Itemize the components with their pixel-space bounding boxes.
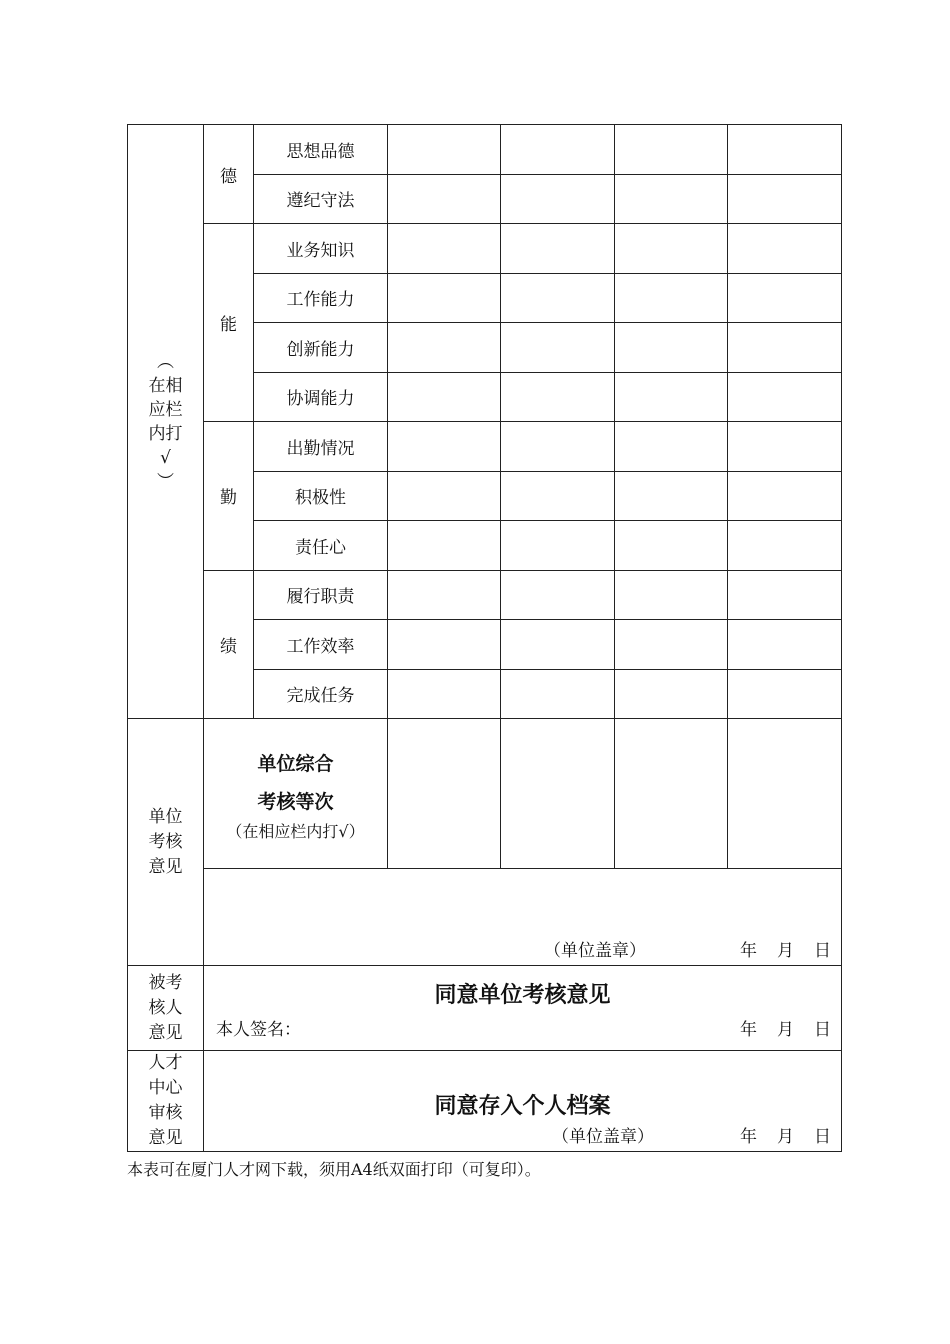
unit-stamp-label: （单位盖章）	[544, 941, 646, 961]
category-label: 能	[204, 224, 254, 422]
grade-title-2: 考核等次	[257, 790, 334, 813]
rating-cell-4[interactable]	[728, 471, 842, 521]
examinee-date: 年 月 日	[740, 1020, 831, 1040]
rating-cell-4[interactable]	[728, 174, 842, 224]
category-label: 德	[204, 125, 254, 224]
grade-note: （在相应栏内打√）	[226, 821, 365, 841]
rating-cell-2[interactable]	[501, 125, 615, 175]
criterion-label: 工作能力	[254, 273, 388, 323]
criterion-label: 遵纪守法	[254, 174, 388, 224]
rating-cell-4[interactable]	[728, 422, 842, 472]
talent-center-area[interactable]	[204, 1051, 842, 1152]
rating-cell-1[interactable]	[388, 471, 501, 521]
rating-cell-4[interactable]	[728, 273, 842, 323]
rating-cell-4[interactable]	[728, 570, 842, 620]
rating-cell-1[interactable]	[388, 372, 501, 422]
grade-cell-4[interactable]	[728, 719, 842, 869]
criterion-label: 积极性	[254, 471, 388, 521]
rating-cell-3[interactable]	[615, 471, 728, 521]
rating-cell-2[interactable]	[501, 224, 615, 274]
rating-cell-1[interactable]	[388, 323, 501, 373]
rating-cell-3[interactable]	[615, 323, 728, 373]
rating-cell-4[interactable]	[728, 620, 842, 670]
criterion-label: 业务知识	[254, 224, 388, 274]
grade-cell-2[interactable]	[501, 719, 615, 869]
rating-cell-2[interactable]	[501, 669, 615, 719]
rating-cell-3[interactable]	[615, 273, 728, 323]
rating-cell-2[interactable]	[501, 422, 615, 472]
examinee-statement: 同意单位考核意见	[434, 982, 611, 1008]
rating-cell-3[interactable]	[615, 174, 728, 224]
footnote: 本表可在厦门人才网下载，须用A4纸双面打印（可复印）。	[127, 1160, 541, 1179]
criterion-label: 思想品德	[254, 125, 388, 175]
criteria-row	[128, 422, 842, 472]
rating-cell-3[interactable]	[615, 224, 728, 274]
unit-opinion-signature-area[interactable]	[204, 869, 842, 966]
criteria-row	[128, 570, 842, 620]
criterion-label: 完成任务	[254, 669, 388, 719]
criterion-label: 创新能力	[254, 323, 388, 373]
grade-cell-3[interactable]	[615, 719, 728, 869]
check-instruction-label: ︵ 在相 应栏 内打 √ ︶	[128, 125, 204, 719]
talent-center-statement: 同意存入个人档案	[434, 1093, 611, 1119]
grade-cell-1[interactable]	[388, 719, 501, 869]
criterion-label: 责任心	[254, 521, 388, 571]
criterion-label: 协调能力	[254, 372, 388, 422]
unit-opinion-label: 单位 考核 意见	[128, 719, 204, 966]
rating-cell-1[interactable]	[388, 521, 501, 571]
talent-stamp-label: （单位盖章）	[552, 1127, 654, 1147]
rating-cell-1[interactable]	[388, 422, 501, 472]
category-label: 勤	[204, 422, 254, 571]
signature-label: 本人签名：	[216, 1020, 301, 1040]
rating-cell-2[interactable]	[501, 471, 615, 521]
rating-cell-1[interactable]	[388, 273, 501, 323]
rating-cell-4[interactable]	[728, 125, 842, 175]
grade-title-1: 单位综合	[257, 752, 334, 775]
unit-grade-header	[204, 719, 388, 869]
rating-cell-4[interactable]	[728, 372, 842, 422]
rating-cell-1[interactable]	[388, 125, 501, 175]
rating-cell-4[interactable]	[728, 224, 842, 274]
criteria-row	[128, 224, 842, 274]
rating-cell-2[interactable]	[501, 620, 615, 670]
examinee-opinion-area[interactable]	[204, 966, 842, 1051]
rating-cell-4[interactable]	[728, 323, 842, 373]
talent-center-label: 人才 中心 审核 意见	[128, 1051, 204, 1152]
examinee-opinion-label: 被考 核人 意见	[128, 966, 204, 1051]
rating-cell-2[interactable]	[501, 521, 615, 571]
rating-cell-1[interactable]	[388, 224, 501, 274]
rating-cell-3[interactable]	[615, 125, 728, 175]
criterion-label: 履行职责	[254, 570, 388, 620]
assessment-form-table	[127, 124, 842, 1152]
rating-cell-2[interactable]	[501, 174, 615, 224]
rating-cell-3[interactable]	[615, 521, 728, 571]
rating-cell-1[interactable]	[388, 570, 501, 620]
talent-center-date: 年 月 日	[740, 1127, 831, 1147]
rating-cell-3[interactable]	[615, 422, 728, 472]
rating-cell-2[interactable]	[501, 570, 615, 620]
rating-cell-3[interactable]	[615, 372, 728, 422]
criterion-label: 出勤情况	[254, 422, 388, 472]
rating-cell-2[interactable]	[501, 273, 615, 323]
rating-cell-4[interactable]	[728, 521, 842, 571]
rating-cell-2[interactable]	[501, 372, 615, 422]
rating-cell-3[interactable]	[615, 570, 728, 620]
rating-cell-1[interactable]	[388, 620, 501, 670]
criteria-row	[128, 125, 842, 175]
rating-cell-4[interactable]	[728, 669, 842, 719]
unit-date: 年 月 日	[740, 941, 831, 961]
criterion-label: 工作效率	[254, 620, 388, 670]
rating-cell-1[interactable]	[388, 174, 501, 224]
category-label: 绩	[204, 570, 254, 719]
rating-cell-3[interactable]	[615, 620, 728, 670]
rating-cell-1[interactable]	[388, 669, 501, 719]
rating-cell-3[interactable]	[615, 669, 728, 719]
rating-cell-2[interactable]	[501, 323, 615, 373]
